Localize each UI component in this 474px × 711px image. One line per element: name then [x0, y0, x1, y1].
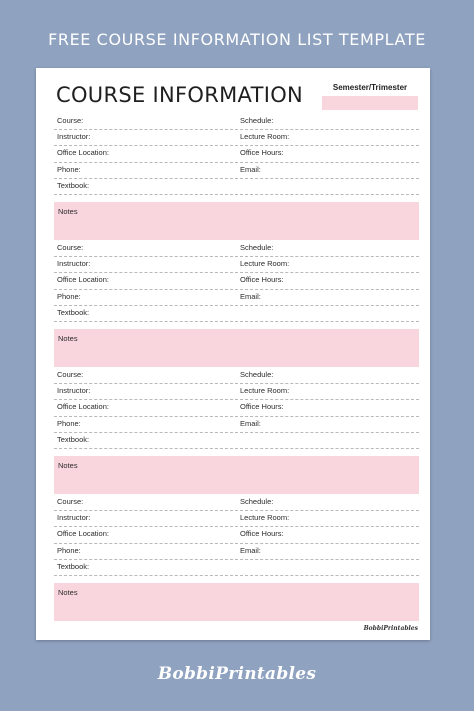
form-row[interactable] [54, 290, 419, 306]
banner-title: FREE COURSE INFORMATION LIST TEMPLATE [48, 30, 426, 49]
lecture-room-label: Lecture Room: [240, 132, 290, 142]
course-label: Course: [57, 497, 84, 506]
email-label: Email: [240, 418, 261, 428]
form-row[interactable] [54, 527, 419, 543]
form-row[interactable] [54, 417, 419, 433]
notes-box[interactable] [54, 456, 419, 494]
office-hours-label: Office Hours: [240, 148, 284, 158]
instructor-label: Instructor: [57, 132, 91, 142]
form-row[interactable] [54, 130, 419, 146]
notes-label: Notes [58, 460, 78, 470]
instructor-label: Instructor: [57, 513, 91, 523]
email-label: Email: [240, 291, 261, 301]
page-title: COURSE INFORMATION [56, 83, 304, 107]
form-row[interactable] [54, 179, 419, 195]
instructor-label: Instructor: [57, 259, 91, 269]
course-label: Course: [57, 370, 84, 379]
notes-label: Notes [58, 333, 78, 343]
phone-label: Phone: [57, 164, 81, 174]
brand-logo: BobbiPrintables [157, 664, 317, 684]
semester-field[interactable] [322, 96, 418, 110]
course-label: Course: [57, 243, 84, 252]
form-row[interactable] [54, 511, 419, 527]
schedule-label: Schedule: [240, 370, 274, 379]
textbook-label: Textbook: [57, 561, 90, 571]
form-row[interactable] [54, 368, 419, 384]
textbook-label: Textbook: [57, 307, 90, 317]
form-row[interactable] [54, 544, 419, 560]
office-location-label: Office Location: [57, 148, 109, 158]
textbook-label: Textbook: [57, 434, 90, 444]
semester-label: Semester/Trimester [332, 83, 408, 92]
sheet-logo: BobbiPrintables [363, 625, 418, 632]
form-row[interactable] [54, 400, 419, 416]
notes-box[interactable] [54, 202, 419, 240]
course-block-2 [54, 241, 419, 367]
email-label: Email: [240, 164, 261, 174]
notes-box[interactable] [54, 583, 419, 621]
form-row[interactable] [54, 114, 419, 130]
notes-box[interactable] [54, 329, 419, 367]
phone-label: Phone: [57, 291, 81, 301]
notes-label: Notes [58, 587, 78, 597]
form-row[interactable] [54, 306, 419, 322]
email-label: Email: [240, 545, 261, 555]
course-block-3 [54, 368, 419, 494]
form-row[interactable] [54, 495, 419, 511]
office-hours-label: Office Hours: [240, 529, 284, 539]
office-hours-label: Office Hours: [240, 275, 284, 285]
lecture-room-label: Lecture Room: [240, 386, 290, 396]
course-block-1 [54, 114, 419, 240]
form-row[interactable] [54, 433, 419, 449]
form-row[interactable] [54, 384, 419, 400]
course-block-4 [54, 495, 419, 621]
schedule-label: Schedule: [240, 243, 274, 252]
schedule-label: Schedule: [240, 497, 274, 506]
office-hours-label: Office Hours: [240, 402, 284, 412]
form-row[interactable] [54, 241, 419, 257]
form-row[interactable] [54, 163, 419, 179]
form-row[interactable] [54, 257, 419, 273]
template-sheet [36, 68, 430, 640]
form-row[interactable] [54, 273, 419, 289]
lecture-room-label: Lecture Room: [240, 259, 290, 269]
form-row[interactable] [54, 560, 419, 576]
office-location-label: Office Location: [57, 529, 109, 539]
schedule-label: Schedule: [240, 116, 274, 125]
lecture-room-label: Lecture Room: [240, 513, 290, 523]
course-label: Course: [57, 116, 84, 125]
textbook-label: Textbook: [57, 180, 90, 190]
office-location-label: Office Location: [57, 402, 109, 412]
notes-label: Notes [58, 206, 78, 216]
office-location-label: Office Location: [57, 275, 109, 285]
instructor-label: Instructor: [57, 386, 91, 396]
form-row[interactable] [54, 146, 419, 162]
phone-label: Phone: [57, 418, 81, 428]
phone-label: Phone: [57, 545, 81, 555]
